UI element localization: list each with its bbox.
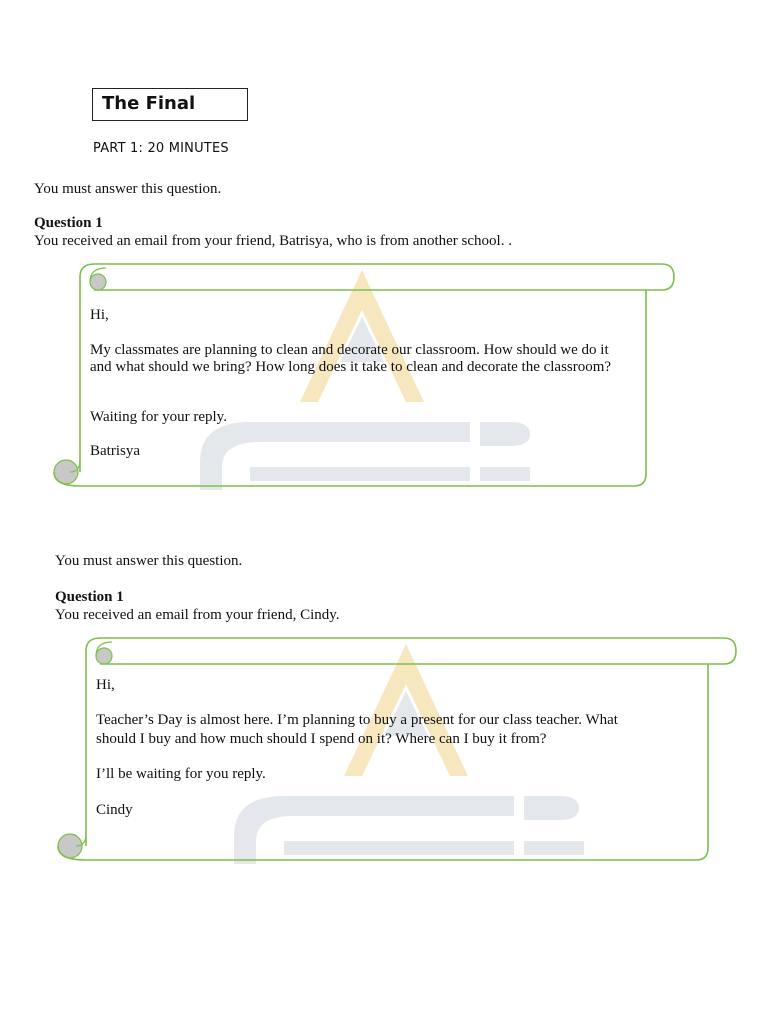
question-prompt-2: You received an email from your friend, Cindy. <box>55 607 340 623</box>
email-line2-1: and what should we bring? How long does it take to clean and decorate the classroom? <box>90 359 612 375</box>
instruction-2: You must answer this question. <box>55 553 243 569</box>
email-signature-2: Cindy <box>96 802 133 818</box>
email-closing-2: I’ll be waiting for you reply. <box>96 766 266 782</box>
email-greeting-2: Hi, <box>96 677 115 693</box>
scroll-frame <box>54 636 744 864</box>
email-closing-1: Waiting for your reply. <box>90 409 227 425</box>
question-label-2: Question 1 <box>55 589 124 605</box>
question-prompt-1: You received an email from your friend, Batrisya, who is from another school. . <box>34 233 512 249</box>
email-line2-2: should I buy and how much should I spend on it? Where can I buy it from? <box>96 731 547 747</box>
scroll-frame <box>50 262 680 490</box>
email-scroll-2 <box>54 636 744 864</box>
part-label: PART 1: 20 MINUTES <box>93 141 229 156</box>
title-box <box>92 88 248 121</box>
question-label-1: Question 1 <box>34 215 103 231</box>
document-title: The Final <box>102 93 196 114</box>
email-signature-1: Batrisya <box>90 443 140 459</box>
instruction-1: You must answer this question. <box>34 181 222 197</box>
email-scroll-1 <box>50 262 680 490</box>
email-line1-1: My classmates are planning to clean and decorate our classroom. How should we do it <box>90 342 609 358</box>
email-greeting-1: Hi, <box>90 307 109 323</box>
email-line1-2: Teacher’s Day is almost here. I’m planning to buy a present for our class teacher. What <box>96 712 618 728</box>
